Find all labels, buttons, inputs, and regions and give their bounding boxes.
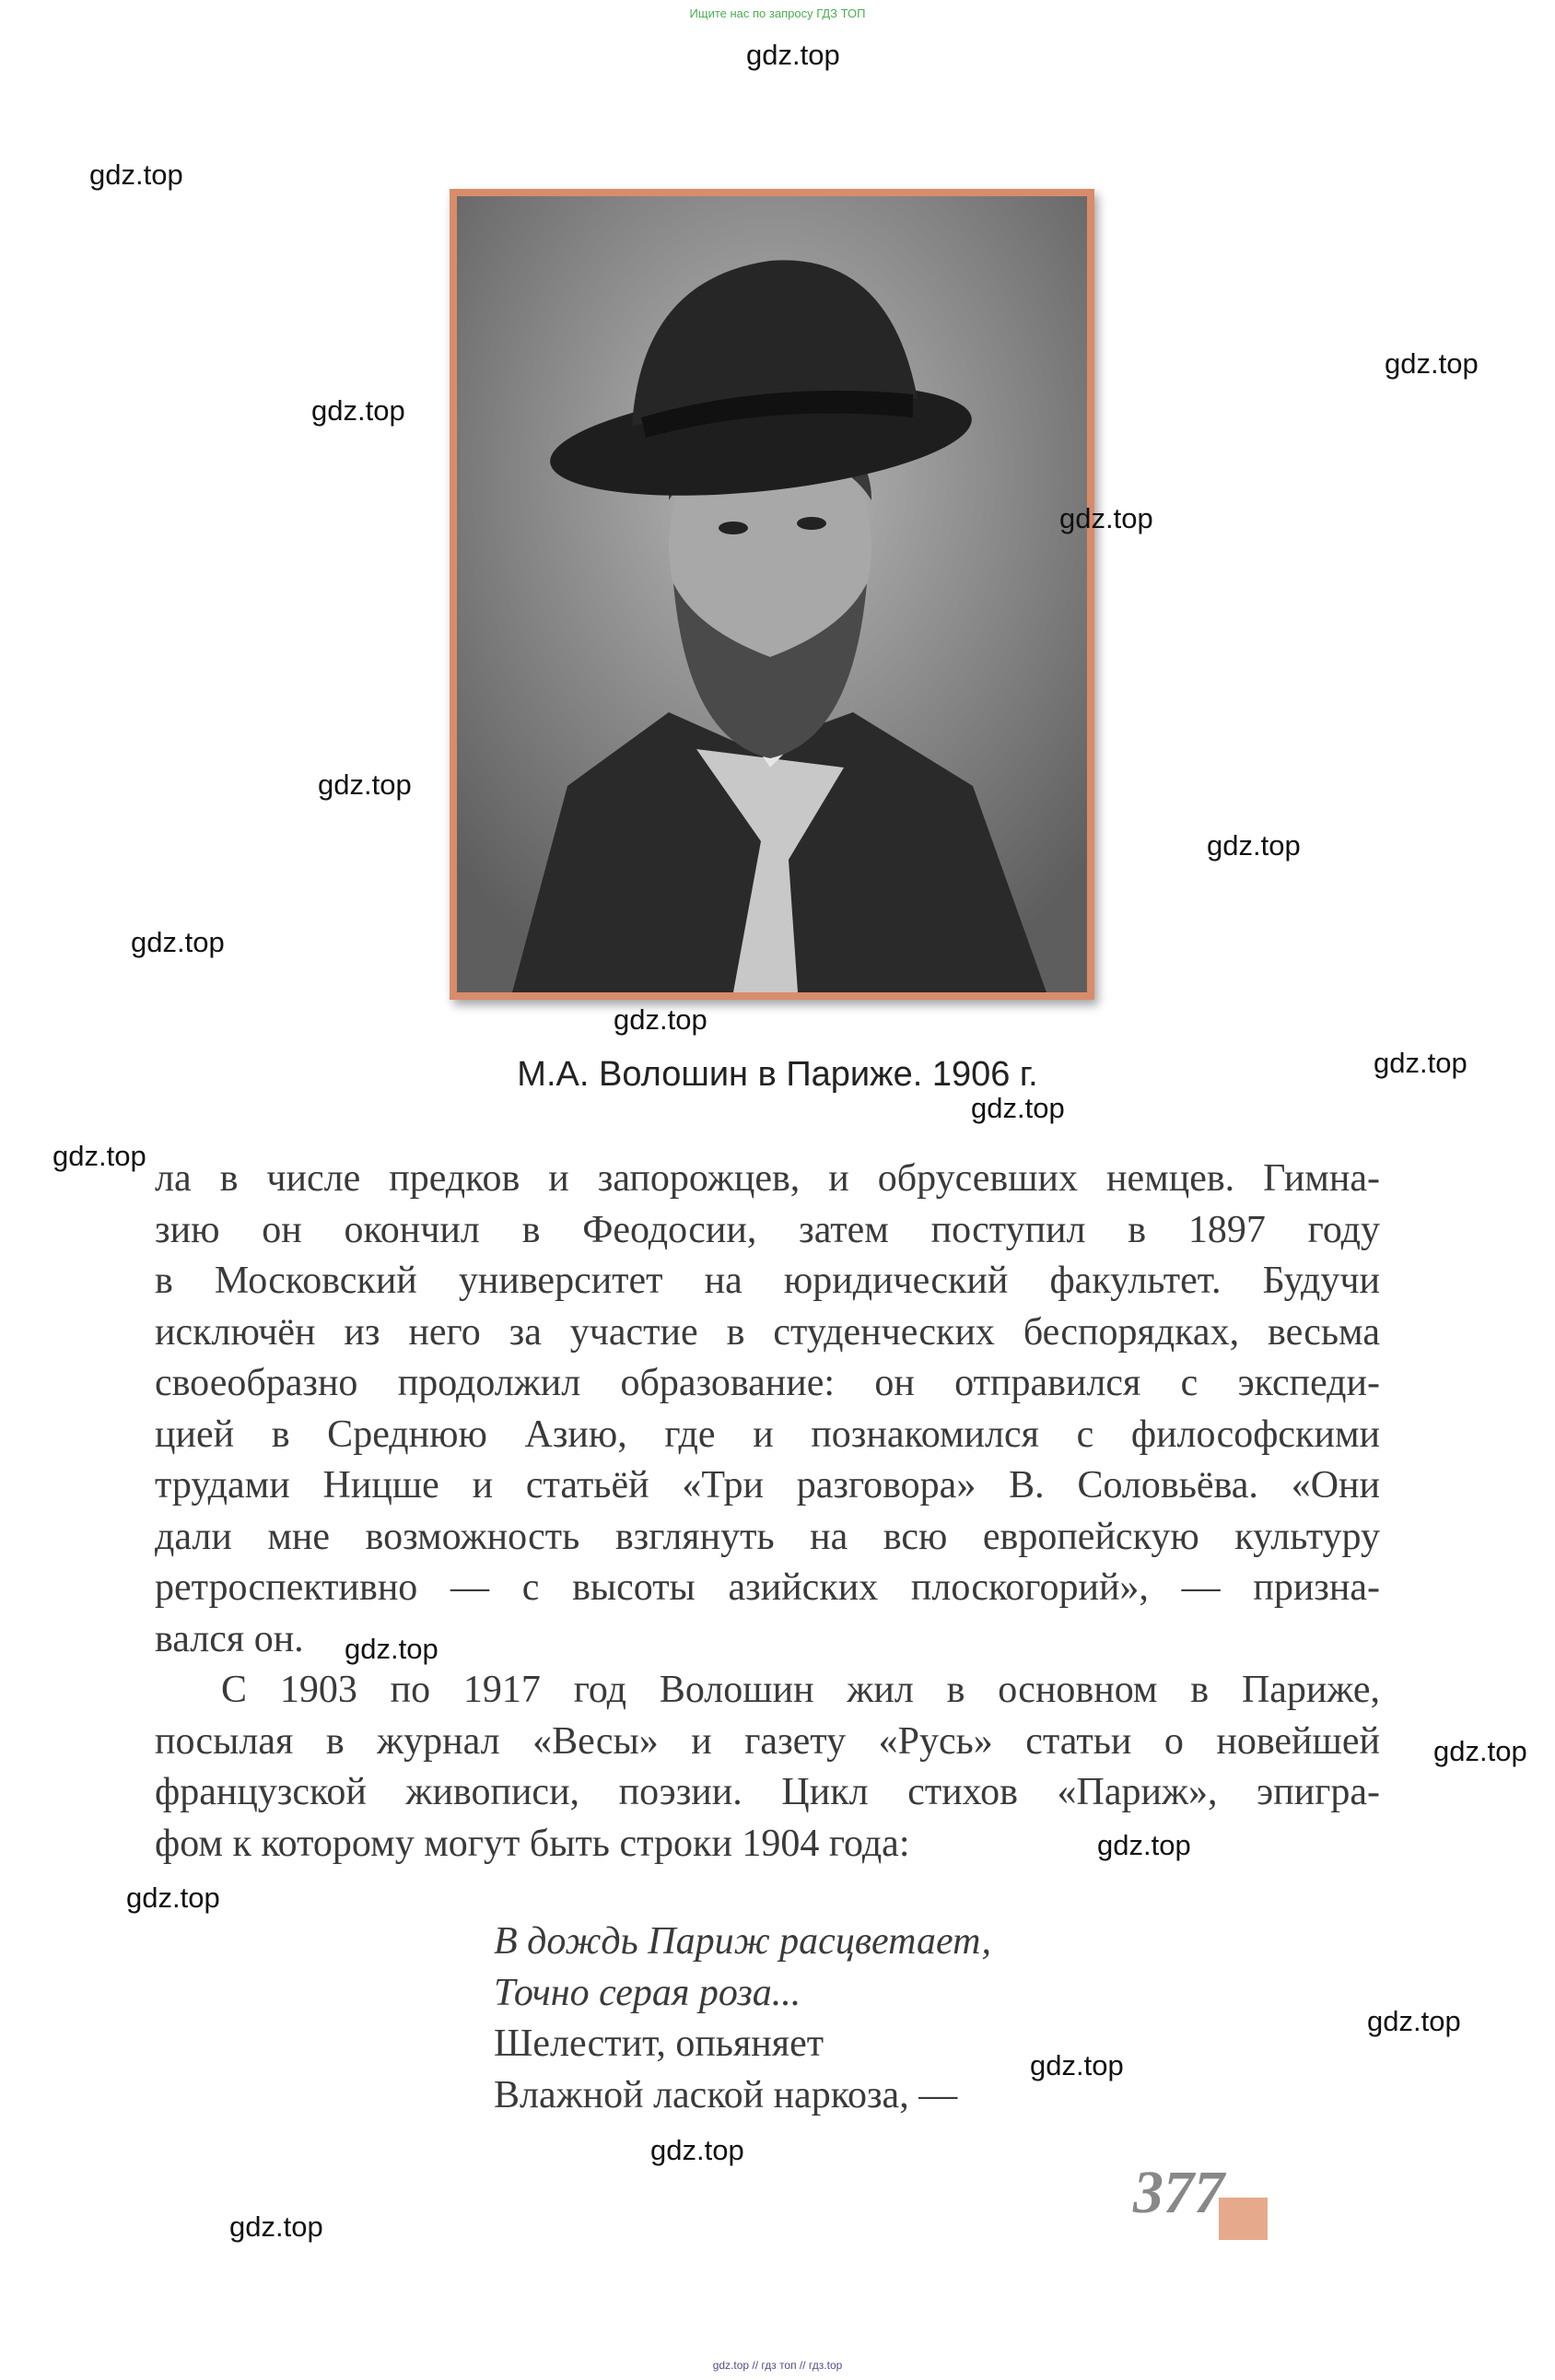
poem-line: В дождь Париж расцветает,: [494, 1920, 991, 1963]
watermark: gdz.top: [1433, 1735, 1527, 1767]
watermark: gdz.top: [311, 394, 405, 427]
text-line: зию он окончил в Феодосии, затем поступил в 1897 году: [155, 1208, 1380, 1251]
watermark: gdz.top: [1385, 347, 1479, 380]
text-line: С 1903 по 1917 год Волошин жил в основном в Париже,: [221, 1669, 1380, 1711]
text-line: дали мне возможность взглянуть на всю европейскую культуру: [155, 1515, 1380, 1558]
watermark: gdz.top: [89, 158, 183, 191]
watermark: gdz.top: [1030, 2049, 1124, 2081]
watermark: gdz.top: [971, 1092, 1065, 1124]
watermark: gdz.top: [614, 1003, 707, 1036]
page-number: 377: [1133, 2159, 1224, 2226]
text-line: цией в Среднюю Азию, где и познакомился с философскими: [155, 1413, 1380, 1456]
watermark: gdz.top: [1374, 1047, 1467, 1079]
watermark: gdz.top: [1059, 502, 1153, 534]
footer-note: gdz.top // гдз топ // гдз.top: [712, 2359, 843, 2372]
text-line: своеобразно продолжил образование: он отправился с экспеди-: [155, 1362, 1380, 1404]
poem-line: Влажной лаской наркоза, —: [494, 2073, 958, 2116]
text-line: исключён из него за участие в студенческих беспорядках, весьма: [155, 1310, 1380, 1354]
poem-epigraph: [494, 1917, 991, 2121]
header-note: Ищите нас по запросу ГДЗ ТОП: [689, 6, 866, 20]
portrait-frame: [450, 189, 1094, 1000]
watermark: gdz.top: [1097, 1829, 1191, 1861]
watermark: gdz.top: [345, 1633, 438, 1665]
poem-line: Точно серая роза...: [494, 1971, 801, 2014]
photo-caption: М.А. Волошин в Париже. 1906 г.: [517, 1055, 1038, 1094]
page-number-marker: [1219, 2198, 1268, 2240]
text-line: вался он.: [155, 1617, 304, 1660]
text-line: в Московский университет на юридический факультет. Будучи: [155, 1260, 1380, 1302]
paragraph-1: [155, 1154, 1380, 1665]
text-line: трудами Ницше и статьёй «Три разговора» В. Соловьёва. «Они: [155, 1464, 1380, 1507]
text-line: ла в числе предков и запорожцев, и обрусевших немцев. Гимна-: [155, 1157, 1380, 1200]
text-line: фом к которому могут быть строки 1904 года:: [155, 1822, 910, 1865]
poem-line: Шелестит, опьяняет: [494, 2022, 824, 2065]
text-line: посылая в журнал «Весы» и газету «Русь» статьи о новейшей: [155, 1719, 1380, 1763]
portrait-photo: [457, 196, 1087, 992]
watermark: gdz.top: [53, 1140, 146, 1172]
watermark: gdz.top: [229, 2210, 323, 2243]
paragraph-2: [155, 1665, 1380, 1870]
watermark: gdz.top: [131, 926, 225, 958]
text-line: французской живописи, поэзии. Цикл стихов «Париж», эпигра-: [155, 1771, 1380, 1813]
watermark: gdz.top: [1367, 2005, 1461, 2037]
watermark: gdz.top: [650, 2134, 744, 2166]
watermark: gdz.top: [746, 39, 840, 71]
watermark: gdz.top: [126, 1882, 220, 1914]
watermark: gdz.top: [1207, 829, 1301, 862]
text-line: ретроспективно — с высоты азийских плоскогорий», — призна-: [155, 1566, 1380, 1609]
watermark: gdz.top: [318, 768, 412, 801]
